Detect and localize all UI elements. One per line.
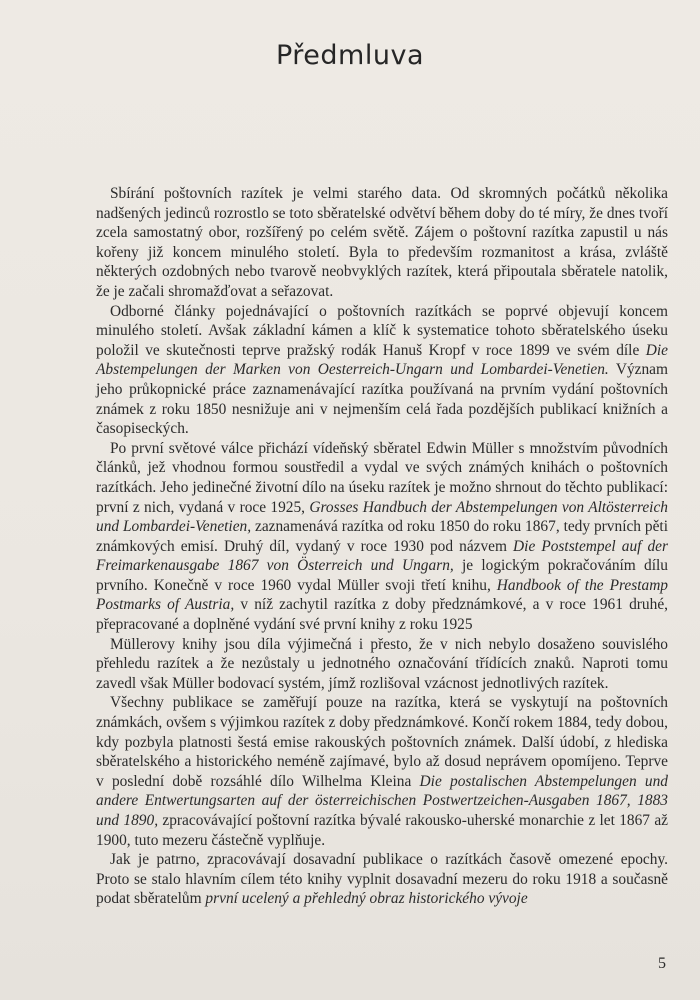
italic-title-text: Die postalischen Abstempelungen und andere Entwertungsarten auf der österreichischen Postwertzeichen-Ausgaben 1867, 1883 und 1890, [96,772,668,829]
paragraph [96,184,668,302]
paragraph-text: Jak je patrno, zpracovávají dosavadní publikace o razítkách časově omezené epochy. Proto se stalo hlavním cílem této knihy vyplnit dosavadní mezeru do roku 1918 a současně podat sběratelům [96,851,668,908]
paragraph-text: Müllerovy knihy jsou díla výjimečná i přesto, že v nich nebylo dosaženo souvislého přehledu razítek a že nezůstaly u jednotného označování třídících znaků. Naproti tomu zavedl však Müller bodovací systém, jímž rozlišoval vzácnost jednotlivých razítek. [96,635,668,692]
paragraph [96,693,668,850]
paragraph-text: zaznamenává razítka od roku 1850 do roku 1867, tedy prvních pěti známkových emisí. Druhý díl, vydaný v roce 1930 pod názvem [96,518,668,555]
page-number: 5 [658,955,666,972]
italic-title-text: Grosses Handbuch der Abstempelungen von Altösterreich und Lombardei-Venetien, [96,498,668,536]
paragraph [96,439,668,635]
paragraph-text: Odborné články pojednávající o poštovních razítkách se poprvé objevují koncem minulého století. Avšak základní kámen a klíč k systematice tohoto sběratelského úseku položil ve skutečnosti teprve pražský rodák Hanuš Kropf v roce 1899 ve svém díle [96,302,668,359]
page-title: Předmluva [275,40,424,72]
paragraph [96,850,668,909]
italic-title-text: první ucelený a přehledný obraz historického vývoje [205,890,528,908]
paragraph [96,635,668,694]
paragraph-text: Po první světové válce přichází vídeňský sběratel Edwin Müller s množstvím původních článků, jež vhodnou formou soustředil a vydal ve svých známých knihách o poštovních razítkách. Jeho jedinečné životní dílo na úseku razítek je možno shrnout do těchto publikací: první z nich, vydaná v roce 1925, [96,439,668,516]
paragraph-text: Význam jeho průkopnické práce zaznamenávající razítka používaná na prvním vydání poštovních známek z roku 1850 nesnižuje ani v nejmenším celá řada pozdějších publikací knižních a časopiseckých. [96,361,668,438]
italic-title-text: Die Poststempel auf der Freimarkenausgabe 1867 von Österreich und Ungarn, [96,537,669,575]
paragraph-text: v níž zachytil razítka z doby předznámkové, a v roce 1961 druhé, přepracované a doplněné vydání své první knihy z roku 1925 [96,596,668,634]
paragraph-text: zpracovávající poštovní razítka bývalé rakousko-uherské monarchie z let 1867 až 1900, tuto mezeru částečně vyplňuje. [96,812,668,849]
paragraph-text: Všechny publikace se zaměřují pouze na razítka, která se vyskytují na poštovních známkách, ovšem s výjimkou razítek z doby předznámkové. Končí rokem 1884, tedy dobou, kdy pozbyla platnosti šestá emise rakouských poštovních známek. Další údobí, z hlediska sběratelského a historického neméně zajímavé, bylo až dosud neprávem opomíjeno. Teprve v poslední době rozsáhlé dílo Wilhelma Kleina [96,694,668,790]
paragraph-text: je logickým pokračováním dílu prvního. Konečně v roce 1960 vydal Müller svoji třetí knihu, [96,557,668,594]
paragraph [96,302,668,439]
preface-body [96,184,668,909]
paragraph-text: Sbírání poštovních razítek je velmi starého data. Od skromných počátků několika nadšených jedinců rozrostlo se toto sběratelské odvětví během doby do té míry, že dnes tvoří zcela samostatný obor, rozšířený po celém světě. Zájem o poštovní razítka zapustil u nás kořeny již koncem minulého století. Byla to především rozmanitost a krása, zvláště některých ozdobných nebo tvarově neobvyklých razítek, která připoutala sběratele natolik, že je začali shromažďovat a seřazovat. [96,185,668,300]
italic-title-text: Handbook of the Prestamp Postmarks of Austria, [96,576,669,614]
italic-title-text: Die Abstempelungen der Marken von Oesterreich-Ungarn und Lombardei-Venetien. [96,341,668,379]
